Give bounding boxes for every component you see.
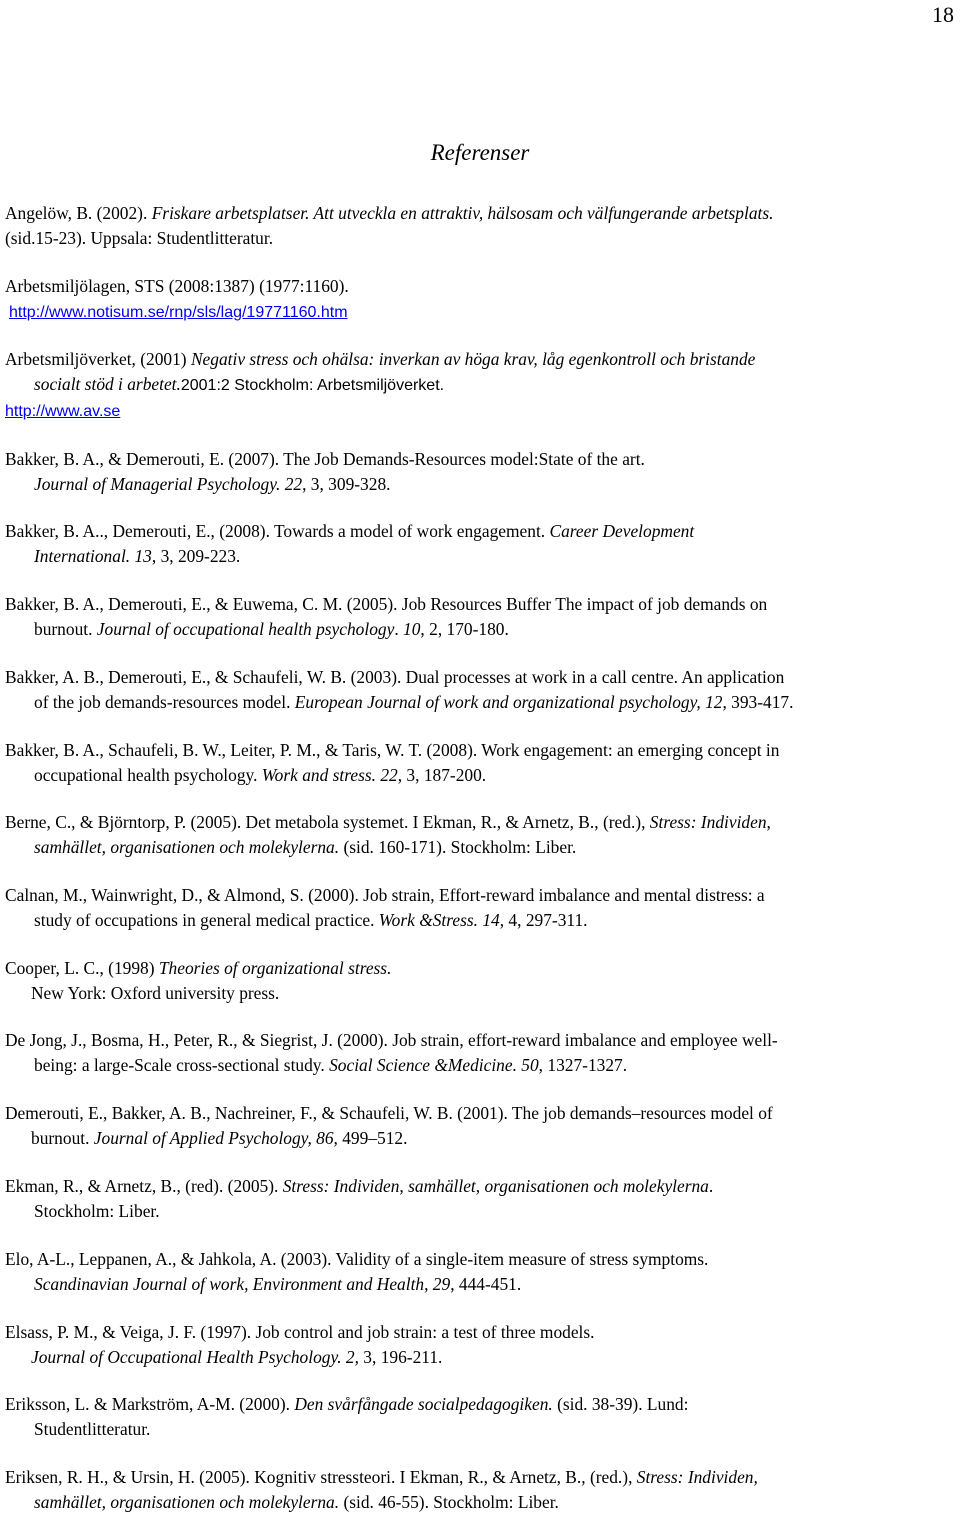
ref-text: . [394, 618, 404, 639]
references-heading: Referenser [430, 140, 530, 165]
ref-text: Eriksson, L. & Markström, A-M. (2000). [5, 1394, 295, 1414]
ref-volume: 2, [341, 1346, 359, 1367]
ref-title: Den svårfångade socialpedagogiken. [294, 1394, 553, 1414]
ref-journal: Journal of Occupational Health Psychology. [31, 1346, 342, 1367]
ref-pages: 4, 297-311. [504, 909, 588, 930]
ref-text: Stockholm: Liber. [34, 1200, 160, 1221]
ref-text: (sid. 46-55). Stockholm: Liber. [339, 1491, 559, 1512]
reference-eriksen [5, 1465, 960, 1514]
reference-bakker-2008a [5, 519, 960, 568]
ref-volume: 22 [280, 473, 303, 494]
page-number: 18 [932, 2, 954, 27]
ref-title: samhället, organisationen och molekylerna. [34, 836, 340, 857]
ref-text: Elo, A-L., Leppanen, A., & Jahkola, A. (2003). Validity of a single-item measure of stress symptoms. [5, 1249, 709, 1269]
reference-elsass [5, 1320, 960, 1369]
ref-title: Stress: Individen, [636, 1467, 758, 1487]
reference-bakker-2007 [5, 447, 960, 496]
ref-text: Bakker, A. B., Demerouti, E., & Schaufeli, W. B. (2003). Dual processes at work in a call centre. An application [5, 667, 785, 687]
ref-text: Elsass, P. M., & Veiga, J. F. (1997). Job control and job strain: a test of three models. [5, 1322, 595, 1342]
ref-text: New York: Oxford university press. [31, 982, 280, 1003]
ref-journal: European Journal of work and organizational psychology, 12 [294, 691, 723, 712]
ref-text: Berne, C., & Björntorp, P. (2005). Det metabola systemet. I Ekman, R., & Arnetz, B., (red.), [5, 812, 650, 832]
ref-text: study of occupations in general medical practice. [34, 909, 379, 930]
ref-text: Demerouti, E., Bakker, A. B., Nachreiner, F., & Schaufeli, W. B. (2001). The job demands–resources model of [5, 1103, 773, 1123]
reference-berne [5, 810, 960, 859]
ref-text: (sid. 160-171). Stockholm: Liber. [339, 836, 577, 857]
ref-text: Bakker, B. A.., Demerouti, E., (2008). Towards a model of work engagement. [5, 521, 550, 541]
ref-text: Ekman, R., & Arnetz, B., (red). (2005). [5, 1176, 283, 1196]
ref-text: (sid. 38-39). Lund: [552, 1394, 689, 1414]
ref-journal: International. [34, 545, 131, 566]
reference-ekman [5, 1174, 960, 1223]
ref-text: Bakker, B. A., Schaufeli, B. W., Leiter, P. M., & Taris, W. T. (2008). Work engagement: an emerging concept in [5, 740, 780, 760]
ref-pages: , 393-417. [722, 691, 794, 712]
ref-pages: 3, 196-211. [358, 1346, 443, 1367]
ref-text: burnout. [31, 1127, 94, 1148]
ref-pages: , 3, 187-200. [397, 764, 487, 785]
reference-calnan [5, 883, 960, 932]
ref-text: Bakker, B. A., Demerouti, E., & Euwema, C. M. (2005). Job Resources Buffer The impact of job demands on [5, 594, 768, 614]
ref-text: Arbetsmiljölagen, STS (2008:1387) (1977:1160). [5, 276, 349, 296]
ref-text: 2001:2 Stockholm: Arbetsmiljöverket. [180, 376, 445, 394]
ref-volume: 13 [130, 545, 152, 566]
ref-journal: Scandinavian Journal of work, Environment and Health, 29 [34, 1273, 451, 1294]
ref-text: of the job demands-resources model. [34, 691, 295, 712]
ref-title: Friskare arbetsplatser. Att utveckla en attraktiv, hälsosam och välfungerande arbetsplats. [151, 203, 774, 223]
reference-elo [5, 1247, 960, 1296]
ref-text: Eriksen, R. H., & Ursin, H. (2005). Kognitiv stressteori. I Ekman, R., & Arnetz, B., (red.), [5, 1467, 637, 1487]
notisum-link[interactable]: http://www.notisum.se/rnp/sls/lag/19771160.htm [9, 303, 348, 321]
ref-pages: , 1327-1327. [538, 1054, 628, 1075]
ref-journal: Work &Stress. 14, [378, 909, 505, 930]
ref-text: Bakker, B. A., & Demerouti, E. (2007). The Job Demands-Resources model:State of the art. [5, 449, 645, 469]
ref-text: Angelöw, B. (2002). [5, 203, 152, 223]
ref-pages: 499–512. [337, 1127, 408, 1148]
ref-text: Calnan, M., Wainwright, D., & Almond, S. (2000). Job strain, Effort-reward imbalance and mental distress: a [5, 885, 765, 905]
ref-pages: , 3, 209-223. [151, 545, 241, 566]
reference-angelow [5, 201, 960, 250]
ref-pages: , 444-451. [450, 1273, 522, 1294]
ref-title: Stress: Individen, samhället, organisationen och molekylerna [282, 1176, 709, 1196]
ref-volume: 22 [375, 764, 398, 785]
reference-bakker-2005 [5, 592, 960, 641]
ref-title: socialt stöd i arbetet. [34, 373, 181, 394]
ref-volume: 50 [521, 1054, 539, 1075]
ref-title: Negativ stress och ohälsa: inverkan av höga krav, låg egenkontroll och bristande [190, 349, 756, 369]
av-link[interactable]: http://www.av.se [5, 403, 121, 420]
ref-text: occupational health psychology. [34, 764, 262, 785]
ref-text: Arbetsmiljöverket, (2001) [5, 349, 191, 369]
ref-text: Studentlitteratur. [34, 1418, 151, 1439]
ref-journal: Work and stress. [261, 764, 376, 785]
ref-journal: Social Science &Medicine. [329, 1054, 517, 1075]
reference-dejong [5, 1028, 960, 1077]
reference-bakker-2008b [5, 738, 960, 787]
ref-volume: 10 [403, 618, 421, 639]
ref-title: Theories of organizational stress. [158, 958, 392, 978]
ref-pages: , 2, 170-180. [420, 618, 509, 639]
ref-text: De Jong, J., Bosma, H., Peter, R., & Siegrist, J. (2000). Job strain, effort-reward imbalance and employee well- [5, 1030, 778, 1050]
ref-text: (sid.15-23). Uppsala: Studentlitteratur. [5, 227, 274, 248]
reference-bakker-2003 [5, 665, 960, 714]
ref-text: burnout. [34, 618, 97, 639]
ref-title: samhället, organisationen och molekylerna. [34, 1491, 340, 1512]
ref-journal: Journal of occupational health psychology [96, 618, 395, 639]
ref-text: . [708, 1176, 714, 1196]
ref-journal: Journal of Managerial Psychology. [34, 473, 281, 494]
reference-arbetsmiljoverket [5, 347, 960, 425]
ref-journal: Journal of Applied Psychology, 86, [93, 1127, 338, 1148]
reference-arbetsmiljolagen [5, 274, 960, 325]
reference-demerouti [5, 1101, 960, 1150]
ref-text: being: a large-Scale cross-sectional study. [34, 1054, 330, 1075]
ref-journal: Career Development [549, 521, 695, 541]
ref-text: Cooper, L. C., (1998) [5, 958, 159, 978]
ref-title: Stress: Individen, [649, 812, 771, 832]
reference-eriksson [5, 1392, 960, 1441]
reference-cooper [5, 956, 960, 1005]
ref-pages: , 3, 309-328. [302, 473, 391, 494]
